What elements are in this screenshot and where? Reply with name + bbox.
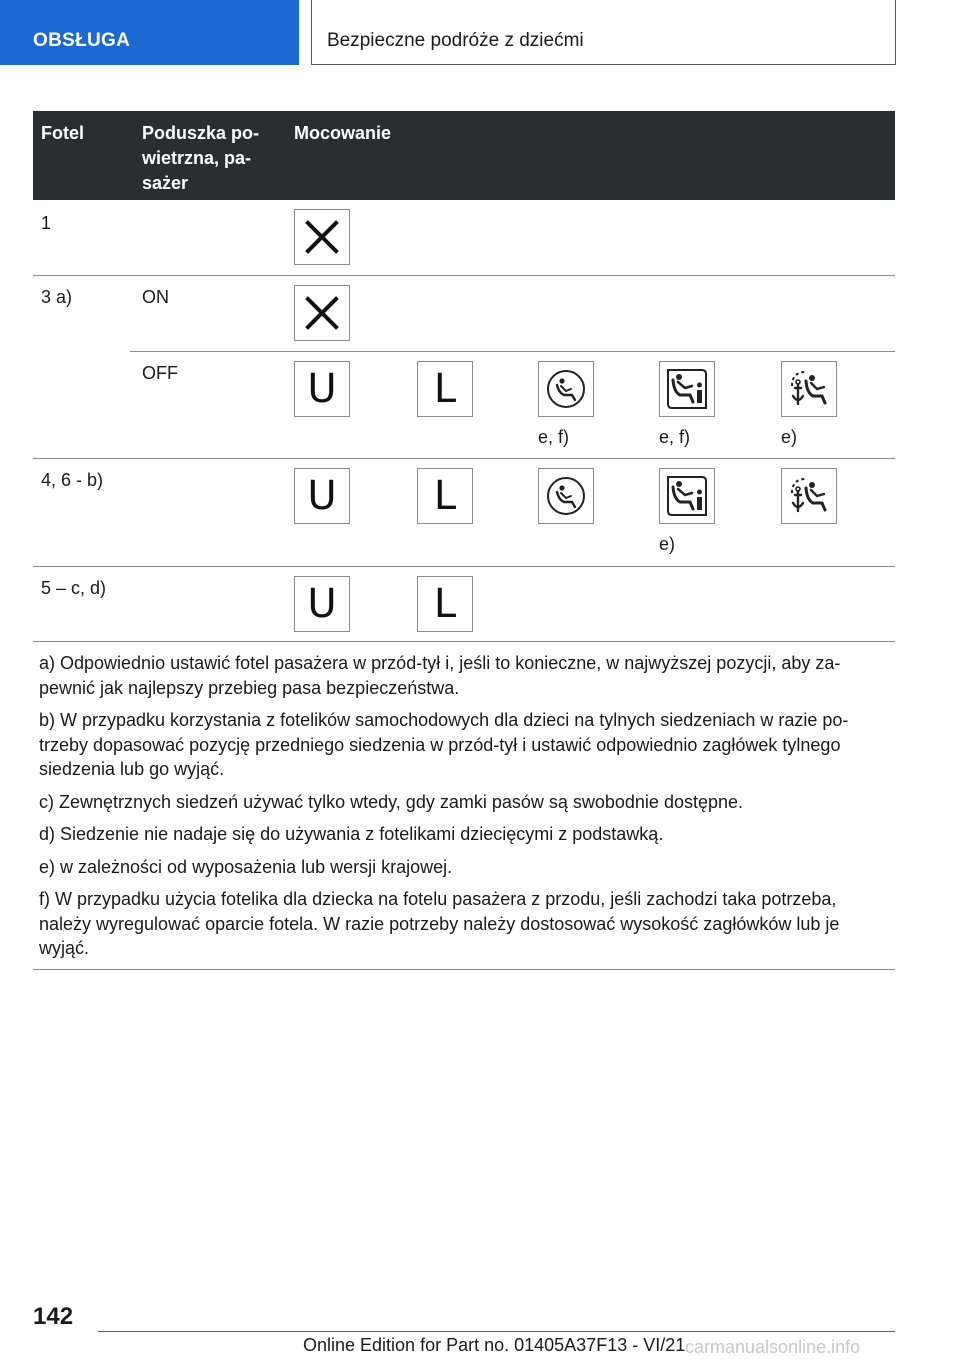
cell-airbag: OFF <box>142 363 178 383</box>
section-tab[interactable]: OBSŁUGA <box>0 0 299 65</box>
footer-divider <box>98 1331 895 1332</box>
icon-letter: L <box>433 473 457 519</box>
child-seat-forward-icon <box>538 468 594 524</box>
child-seat-isofix-tether-icon <box>781 361 837 417</box>
child-seat-table <box>33 111 895 642</box>
semi-universal-l-icon <box>417 361 473 417</box>
header-airbag: Poduszka po- wietrzna, pa- sażer <box>142 123 260 193</box>
universal-u-icon <box>294 361 350 417</box>
footnote-c: c) Zewnętrznych siedzeń używać tylko wtedy, gdy zamki pasów są swobodnie dostępne. <box>39 791 744 812</box>
table-row <box>33 200 895 276</box>
cell-seat: 4, 6 - b) <box>41 470 104 490</box>
icon-note: e) <box>659 534 676 554</box>
table-row <box>33 567 895 642</box>
table-row-group <box>33 276 895 459</box>
icon-letter: U <box>307 366 337 412</box>
footnotes <box>33 641 895 970</box>
cell-seat: 3 a) <box>41 287 73 307</box>
icon-note: e, f) <box>659 427 691 447</box>
icon-letter: L <box>433 366 457 412</box>
icon-letter: L <box>433 581 457 627</box>
footnote-d: d) Siedzenie nie nadaje się do używania z fotelikami dziecięcymi z podstawką. <box>39 824 664 844</box>
table-row <box>33 459 895 567</box>
semi-universal-l-icon <box>417 468 473 524</box>
child-seat-isofix-info-icon <box>659 468 715 524</box>
watermark: carmanualsonline.info <box>685 1337 861 1357</box>
footnote-e: e) w zależności od wyposażenia lub wersji krajowej. <box>39 856 453 877</box>
icon-note: e) <box>781 427 798 447</box>
chapter-title: Bezpieczne podróże z dziećmi <box>311 0 896 65</box>
header-seat: Fotel <box>41 123 84 143</box>
icon-note: e, f) <box>538 427 570 447</box>
edition-info: Online Edition for Part no. 01405A37F13 - VI/21 <box>303 1335 686 1355</box>
semi-universal-l-icon <box>417 576 473 632</box>
cell-seat: 5 – c, d) <box>41 578 107 598</box>
cell-seat: 1 <box>41 213 52 233</box>
child-seat-isofix-tether-icon <box>781 468 837 524</box>
icon-letter: U <box>307 581 337 627</box>
x-icon <box>294 285 350 341</box>
footnote-b: b) W przypadku korzystania z fotelików samochodowych dla dzieci na tylnych siedzeniach w razie po-trzeby dopasować pozycję przedniego siedzenia w przód-tył i ustawić odpowiednio zagłówek tylnego siedzenia lub go wyjąć. <box>39 710 849 779</box>
universal-u-icon <box>294 468 350 524</box>
universal-u-icon <box>294 576 350 632</box>
icon-letter: U <box>307 473 337 519</box>
page-number: 142 <box>33 1303 74 1330</box>
x-icon <box>294 209 350 265</box>
child-seat-isofix-info-icon <box>659 361 715 417</box>
footnote-a: a) Odpowiednio ustawić fotel pasażera w przód-tył i, jeśli to konieczne, w najwyższej pozycji, aby za-pewnić jak najlepszy przebieg pasa bezpieczeństwa. <box>39 653 841 698</box>
child-seat-forward-icon <box>538 361 594 417</box>
cell-airbag: ON <box>142 287 169 307</box>
header-mounting: Mocowanie <box>294 123 392 143</box>
footnote-f: f) W przypadku użycia fotelika dla dziecka na fotelu pasażera z przodu, jeśli zachodzi taka potrzeba, należy wyregulować oparcie fotela. W razie potrzeby należy dostosować wysokość zagłówków lub je wyjąć. <box>39 889 840 958</box>
table-header <box>33 111 895 200</box>
